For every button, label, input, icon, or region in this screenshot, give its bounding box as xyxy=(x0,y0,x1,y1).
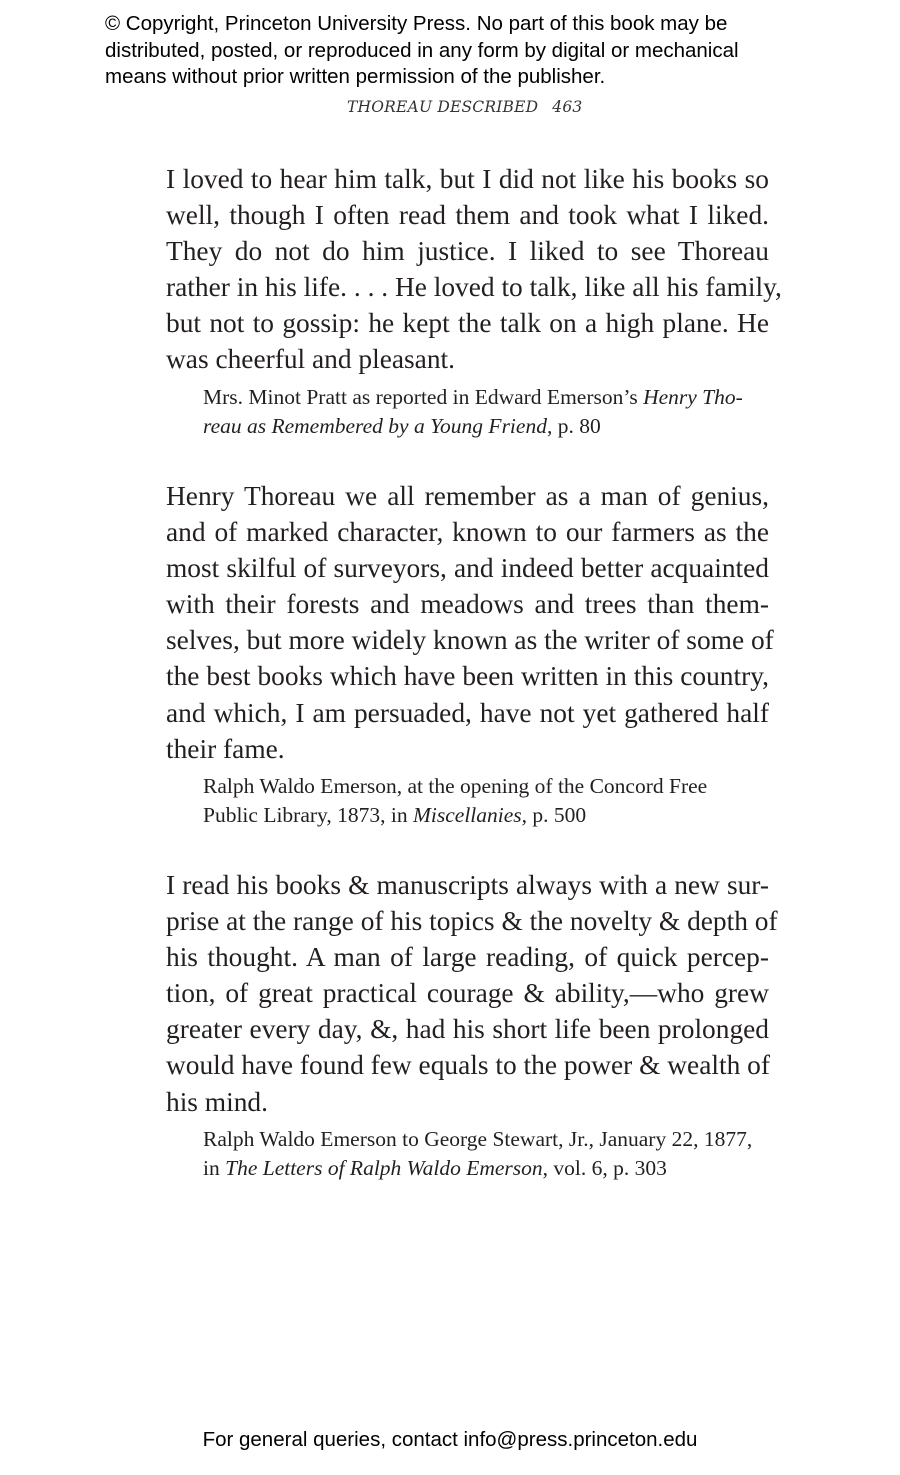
quote-2-text xyxy=(166,478,774,767)
quote-line: well, though I often read them and took what I liked. xyxy=(166,200,769,231)
quote-1-text xyxy=(166,161,782,378)
quote-line: They do not do him justice. I liked to see Thoreau xyxy=(166,236,769,267)
quote-line: selves, but more widely known as the writer of some of xyxy=(166,625,774,656)
quote-line: and which, I am persuaded, have not yet gathered half xyxy=(166,697,769,728)
source-text: , p. 500 xyxy=(521,802,587,827)
source-text: , p. 80 xyxy=(546,413,601,438)
copyright-line: distributed, posted, or reproduced in any form by digital or mechanical xyxy=(105,38,739,62)
quote-line: with their forests and meadows and trees than them- xyxy=(166,589,769,620)
quote-line: Henry Thoreau we all remember as a man of genius, xyxy=(166,481,769,511)
source-title: The Letters of Ralph Waldo Emerson xyxy=(225,1155,543,1180)
running-head xyxy=(347,98,582,116)
quote-line: his thought. A man of large reading, of quick percep- xyxy=(166,942,769,973)
source-text: Mrs. Minot Pratt as reported in Edward Emerson’s xyxy=(203,385,644,409)
source-text: Ralph Waldo Emerson, at the opening of the Concord Free xyxy=(203,774,708,798)
source-title: Henry Tho- xyxy=(643,385,743,409)
quote-line: the best books which have been written in this country, xyxy=(166,661,769,692)
quote-3-source xyxy=(203,1125,763,1182)
quote-line: rather in his life. . . . He loved to talk, like all his family, xyxy=(166,272,782,303)
copyright-line: means without prior written permission of the publisher. xyxy=(105,65,606,88)
source-text: , vol. 6, p. 303 xyxy=(542,1155,667,1180)
source-text: Ralph Waldo Emerson to George Stewart, Jr., January 22, 1877, xyxy=(203,1127,753,1151)
quote-1-source xyxy=(203,383,763,440)
source-text: in xyxy=(203,1155,226,1180)
page-number: 463 xyxy=(552,98,583,116)
quote-line: would have found few equals to the power & wealth of xyxy=(166,1050,770,1081)
footer-contact: For general queries, contact info@press.princeton.edu xyxy=(202,1428,698,1451)
quote-line: prise at the range of his topics & the novelty & depth of xyxy=(166,906,778,937)
source-title: Miscellanies xyxy=(413,802,522,827)
quote-3-text xyxy=(166,867,778,1120)
quote-line: but not to gossip: he kept the talk on a high plane. He xyxy=(166,308,769,339)
quote-line: most skilful of surveyors, and indeed better acquainted xyxy=(166,553,769,584)
source-text: Public Library, 1873, in xyxy=(203,802,413,827)
quote-line: tion, of great practical courage & ability,—who grew xyxy=(166,978,769,1009)
quote-2-source xyxy=(203,772,763,829)
quote-line: his mind. xyxy=(166,1086,268,1117)
running-head-title: THOREAU DESCRIBED xyxy=(347,98,539,116)
quote-line: was cheerful and pleasant. xyxy=(166,344,455,375)
quote-line: their fame. xyxy=(166,733,285,764)
quote-line: and of marked character, known to our farmers as the xyxy=(166,517,769,548)
quote-line: I loved to hear him talk, but I did not like his books so xyxy=(166,164,769,194)
copyright-line: © Copyright, Princeton University Press. No part of this book may be xyxy=(105,12,728,35)
quote-line: I read his books & manuscripts always with a new sur- xyxy=(166,870,769,900)
copyright-notice xyxy=(105,11,845,91)
quote-line: greater every day, &, had his short life been prolonged xyxy=(166,1014,769,1045)
source-title: reau as Remembered by a Young Friend xyxy=(203,413,547,438)
